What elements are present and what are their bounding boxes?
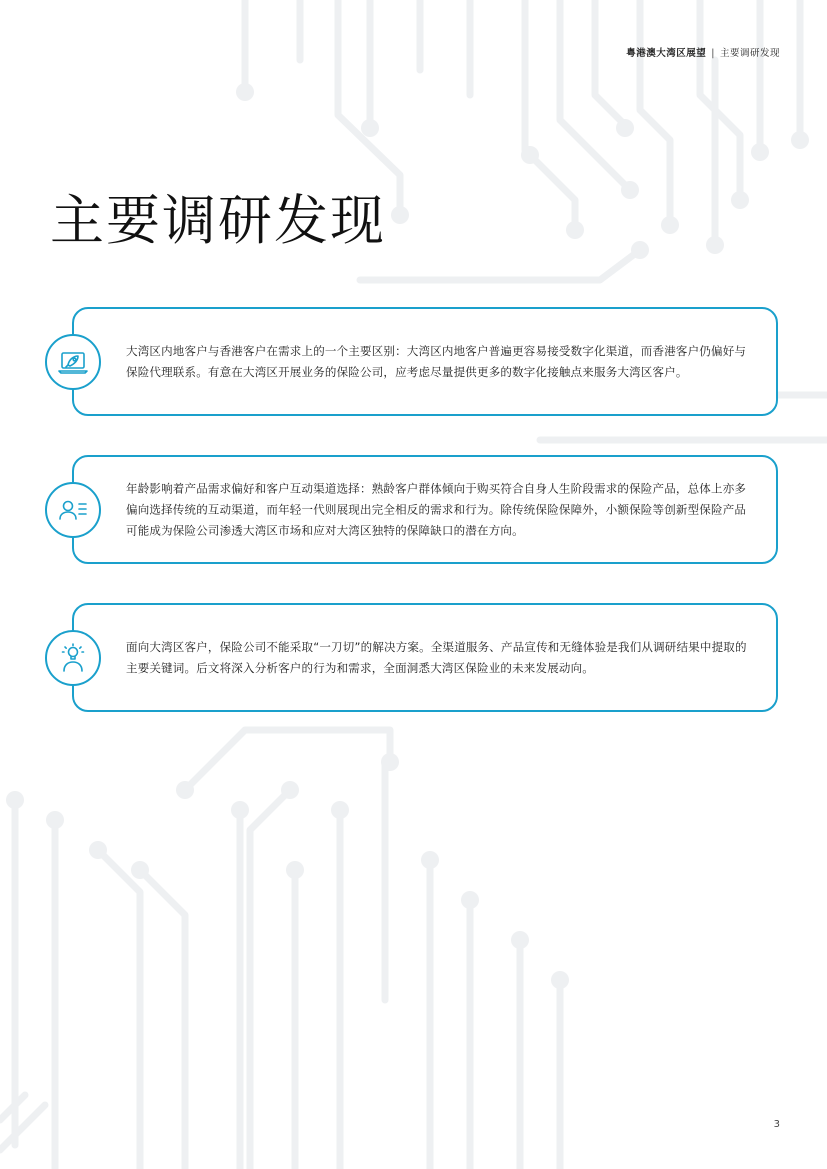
finding-card-1 [72,307,778,416]
header-divider: | [711,48,715,59]
report-name: 粤港澳大湾区展望 [626,48,707,59]
section-name: 主要调研发现 [719,48,780,59]
person-lightbulb-icon [45,630,101,686]
finding-text-1: 大湾区内地客户与香港客户在需求上的一个主要区别：大湾区内地客户普遍更容易接受数字化渠道，而香港客户仍偏好与保险代理联系。有意在大湾区开展业务的保险公司，应考虑尽量提供更多的数字化接触点来服务大湾区客户。 [126,343,747,379]
laptop-rocket-icon [45,334,101,390]
page-title: 主要调研发现 [50,189,386,252]
finding-card-3 [72,603,778,712]
finding-text-3: 面向大湾区客户，保险公司不能采取“一刀切”的解决方案。全渠道服务、产品宣传和无缝体验是我们从调研结果中提取的主要关键词。后文将深入分析客户的行为和需求，全面洞悉大湾区保险业的未来发展动向。 [126,639,747,675]
page-number: 3 [773,1119,780,1130]
finding-card-2 [72,455,778,564]
person-list-icon [45,482,101,538]
finding-text-2: 年龄影响着产品需求偏好和客户互动渠道选择：熟龄客户群体倾向于购买符合自身人生阶段需求的保险产品，总体上亦多偏向选择传统的互动渠道，而年轻一代则展现出完全相反的需求和行为。除传统保险保障外，小额保险等创新型保险产品可能成为保险公司渗透大湾区市场和应对大湾区独特的保障缺口的潜在方向。 [126,481,747,537]
running-header [626,45,780,59]
